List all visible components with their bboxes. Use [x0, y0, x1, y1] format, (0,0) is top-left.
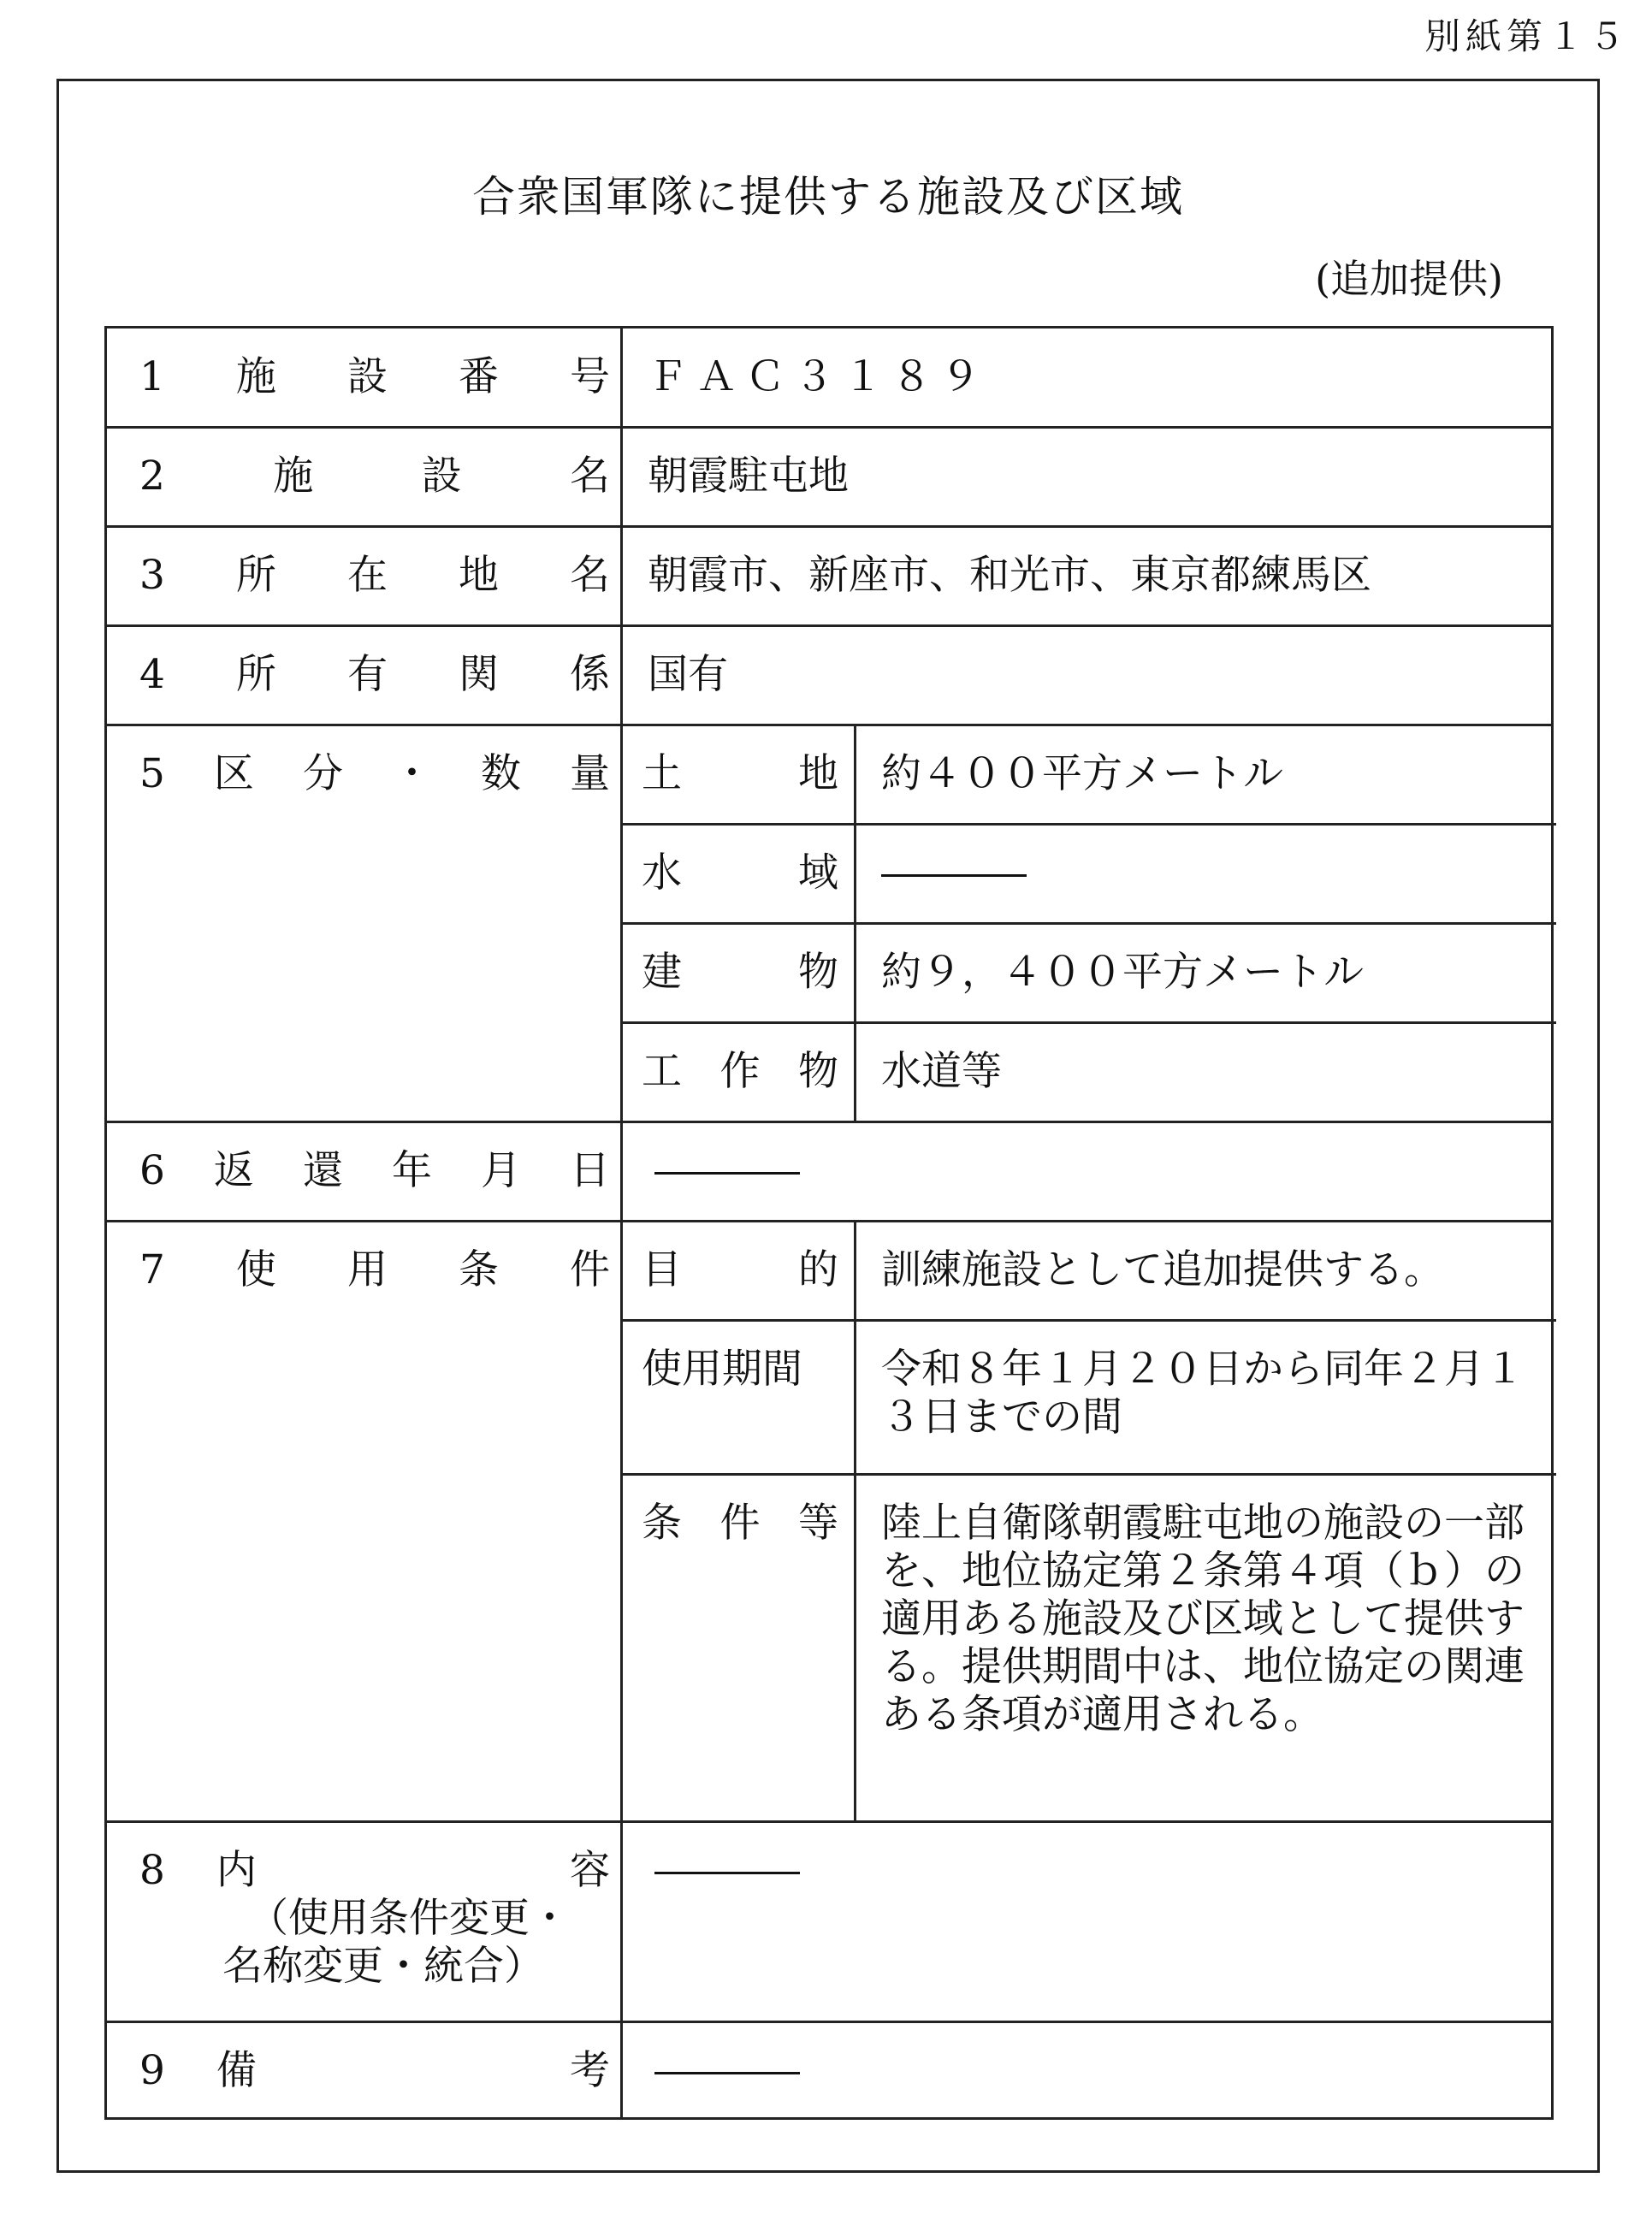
ownership-value: 国有	[648, 651, 728, 698]
ownership-label: 4 所 有 関 係	[139, 651, 610, 698]
return-date-label: 6 返 還 年 月 日	[139, 1147, 610, 1194]
row-divider	[107, 426, 1551, 429]
land-value: 約４００平方メートル	[881, 750, 1283, 797]
building-label: 建 物	[642, 949, 838, 996]
terms-label: 条 件 等	[642, 1500, 838, 1547]
row-divider	[107, 624, 1551, 627]
purpose-label: 目 的	[642, 1246, 838, 1293]
period-value: 令和８年１月２０日から同年２月１３日までの間	[881, 1346, 1525, 1441]
sub-column-divider	[854, 724, 856, 1121]
water-value: ――――	[881, 849, 1021, 897]
content-value: ――――	[654, 1847, 795, 1894]
column-divider	[620, 328, 623, 2120]
sub-column-divider	[854, 1220, 856, 1820]
quantity-label: 5 区 分 ・ 数 量	[139, 750, 610, 797]
sub-row-divider	[620, 1473, 1556, 1476]
purpose-value: 訓練施設として追加提供する。	[881, 1246, 1444, 1293]
row-divider	[107, 1121, 1551, 1123]
content-label-sub1: （使用条件変更・	[248, 1895, 570, 1942]
annex-label: 別紙第１５	[1424, 15, 1630, 57]
document-title: 合衆国軍隊に提供する施設及び区域	[472, 172, 1184, 222]
sub-row-divider	[620, 1021, 1556, 1024]
sub-row-divider	[620, 922, 1556, 925]
row-divider	[107, 1820, 1551, 1823]
conditions-label: 7 使 用 条 件	[139, 1246, 610, 1293]
content-label-sub2: 名称変更・統合）	[222, 1943, 544, 1990]
structure-label: 工 作 物	[642, 1048, 838, 1095]
facility-name-label: 2 施 設 名	[139, 453, 610, 500]
building-value: 約９，４００平方メートル	[881, 949, 1364, 996]
row-divider	[107, 525, 1551, 528]
structure-value: 水道等	[881, 1048, 1002, 1095]
facility-table	[104, 326, 1554, 2120]
return-date-value: ――――	[654, 1147, 795, 1194]
remarks-value: ――――	[654, 2047, 795, 2094]
facility-no-value: ＦＡＣ３１８９	[648, 353, 989, 400]
document-frame	[56, 79, 1600, 2173]
land-label: 土 地	[642, 750, 838, 797]
sub-row-divider	[620, 1319, 1556, 1322]
facility-name-value: 朝霞駐屯地	[648, 453, 849, 500]
location-value: 朝霞市、新座市、和光市、東京都練馬区	[648, 552, 1371, 599]
water-label: 水 域	[642, 849, 838, 897]
sub-row-divider	[620, 823, 1556, 826]
content-label: 8 内 容	[139, 1847, 610, 1894]
terms-value: 陸上自衛隊朝霞駐屯地の施設の一部を、地位協定第２条第４項（ｂ）の適用ある施設及び区域として提供する。提供期間中は、地位協定の関連ある条項が適用される。	[881, 1500, 1525, 1738]
facility-no-label: 1 施 設 番 号	[139, 353, 610, 400]
document-subtitle: (追加提供)	[1315, 256, 1503, 302]
row-divider	[107, 724, 1551, 726]
row-divider	[107, 1220, 1551, 1222]
row-divider	[107, 2021, 1551, 2023]
period-label: 使用期間	[642, 1346, 802, 1393]
remarks-label: 9 備 考	[139, 2047, 610, 2094]
location-label: 3 所 在 地 名	[139, 552, 610, 599]
